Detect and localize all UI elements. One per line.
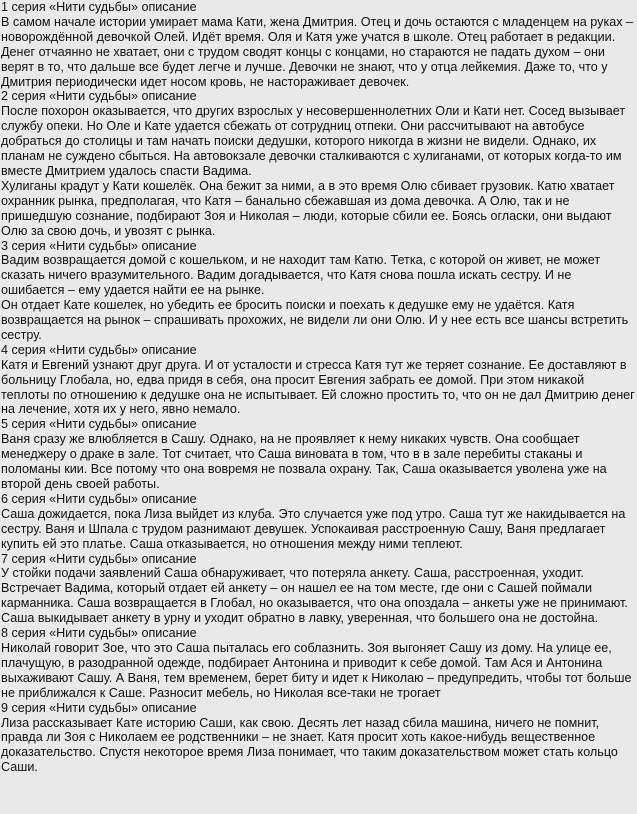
episode-2-paragraph-2: Хулиганы крадут у Кати кошелёк. Она бежит за ними, а в это время Олю сбивает грузовик. Катю хватает охранник рынка, предполагая, что Катя – банально сбежавшая из дома девочка. А Олю, так и не пришедшую сознание, подбирают Зоя и Николая – люди, которые сбили ее. Боясь огласки, они выдают Олю за свою дочь, и увозят с рынка. [1, 178, 615, 238]
episode-7-heading: 7 серия «Нити судьбы» описание [1, 551, 197, 566]
episode-3-heading: 3 серия «Нити судьбы» описание [1, 238, 197, 253]
episode-8-paragraph-1: Николай говорит Зое, что это Саша пыталась его соблазнить. Зоя выгоняет Сашу из дому. На улице ее, плачущую, в разодранной одежде, подбирает Антонина и приводит к себе домой. Там Ася и Антонина выхаживают Сашу. А Ваня, тем временем, берет биту и идет к Николаю – предупредить, чтобы тот больше не приближался к Саше. Разносит мебель, но Николая все-таки не трогает [1, 640, 632, 700]
episode-1-paragraph-1: В самом начале истории умирает мама Кати, жена Дмитрия. Отец и дочь остаются с младенцем на руках – новорождённой девочкой Олей. Идёт время. Оля и Катя уже учатся в школе. Отец работает в редакции. [1, 14, 634, 44]
episode-8-heading: 8 серия «Нити судьбы» описание [1, 626, 197, 641]
episode-9-heading: 9 серия «Нити судьбы» описание [1, 700, 197, 715]
episode-3-paragraph-2: Он отдает Кате кошелек, но убедить ее бросить поиски и поехать к дедушке ему не удаётся. Катя возвращается на рынок – спрашивать прохожих, не видели ли они Олю. И у нее есть все шансы встретить сестру. [1, 298, 629, 342]
episode-2-heading: 2 серия «Нити судьбы» описание [1, 89, 197, 104]
episode-9-paragraph-1: Лиза рассказывает Кате историю Саши, как свою. Десять лет назад сбила машина, ничего не помнит, правда ли Зоя с Николаем ее родственники – не знает. Катя просит хоть какое-нибудь вещественное доказательство. Спустя некоторое время Лиза понимает, что таким доказательством может стать кольцо Саши. [1, 715, 618, 775]
episode-4-paragraph-1: Катя и Евгений узнают друг друга. И от усталости и стресса Катя тут же теряет сознание. Ее доставляют в больницу Глобала, но, едва придя в себя, она просит Евгения забрать ее домой. При этом никакой теплоты по отношению к дедушке она не испытывает. Ей сложно простить то, что он не дал Дмитрию денег на лечение, хотя их у него, явно немало. [1, 357, 635, 417]
episode-4-heading: 4 серия «Нити судьбы» описание [1, 342, 197, 357]
episode-2-paragraph-1: После похорон оказывается, что других взрослых у несовершеннолетних Оли и Кати нет. Сосед вызывает службу опеки. Но Оле и Кате удается сбежать от сотрудниц отпеки. Они рассчитывают на автобусе добраться до столицы и там начать поиски дедушки, которого никогда в жизни не видели. Однако, их планам не суждено сбыться. На автовокзале девочки сталкиваются с хулиганами, от которых когда-то им вместе Дмитрием удалось спасти Вадима. [1, 104, 626, 178]
episode-5-heading: 5 серия «Нити судьбы» описание [1, 417, 197, 432]
episode-3-paragraph-1: Вадим возвращается домой с кошельком, и не находит там Катю. Тетка, с которой он живет, не может сказать ничего вразумительного. Вадим догадывается, что Катя снова пошла искать сестру. И не ошибается – ему удается найти ее на рынке. [1, 253, 601, 298]
episode-7-paragraph-1: У стойки подачи заявлений Саша обнаруживает, что потеряла анкету. Саша, расстроенная, уходит. Встречает Вадима, который отдает ей анкету – он нашел ее на том месте, где они с Сашей поймали карманника. Саша возвращается в Глобал, но оказывается, что она опоздала – анкеты уже не принимают. Саша выкидывает анкету в урну и уходит обратно в лавку, уверенная, что большего она не достойна. [1, 566, 628, 626]
episode-1-heading: 1 серия «Нити судьбы» описание [1, 0, 197, 14]
episode-5-paragraph-1: Ваня сразу же влюбляется в Сашу. Однако, на не проявляет к нему никаких чувств. Она сообщает менеджеру о драке в зале. Тот считает, что Саша виновата в том, что в в зале перебиты стаканы и поломаны кии. Все потому что она вовремя не позвала охрану. Так, Саша оказывается уволена уже на второй день своей работы. [1, 432, 607, 491]
episode-1-paragraph-2: Денег отчаянно не хватает, они с трудом сводят концы с концами, но стараются не падать духом – они верят в то, что дальше все будет легче и лучше. Девочки не знают, что у отца лейкемия. Даже то, что у Дмитрия периодически идет носом кровь, не настораживает девочек. [1, 44, 608, 89]
episode-6-heading: 6 серия «Нити судьбы» описание [1, 491, 197, 506]
episode-6-paragraph-1: Саша дожидается, пока Лиза выйдет из клуба. Это случается уже под утро. Саша тут же накидывается на сестру. Ваня и Шпала с трудом разнимают девушек. Успокаивая расстроенную Сашу, Ваня предлагает купить ей это платье. Саша отказывается, но отношения между ними теплеют. [1, 506, 626, 551]
